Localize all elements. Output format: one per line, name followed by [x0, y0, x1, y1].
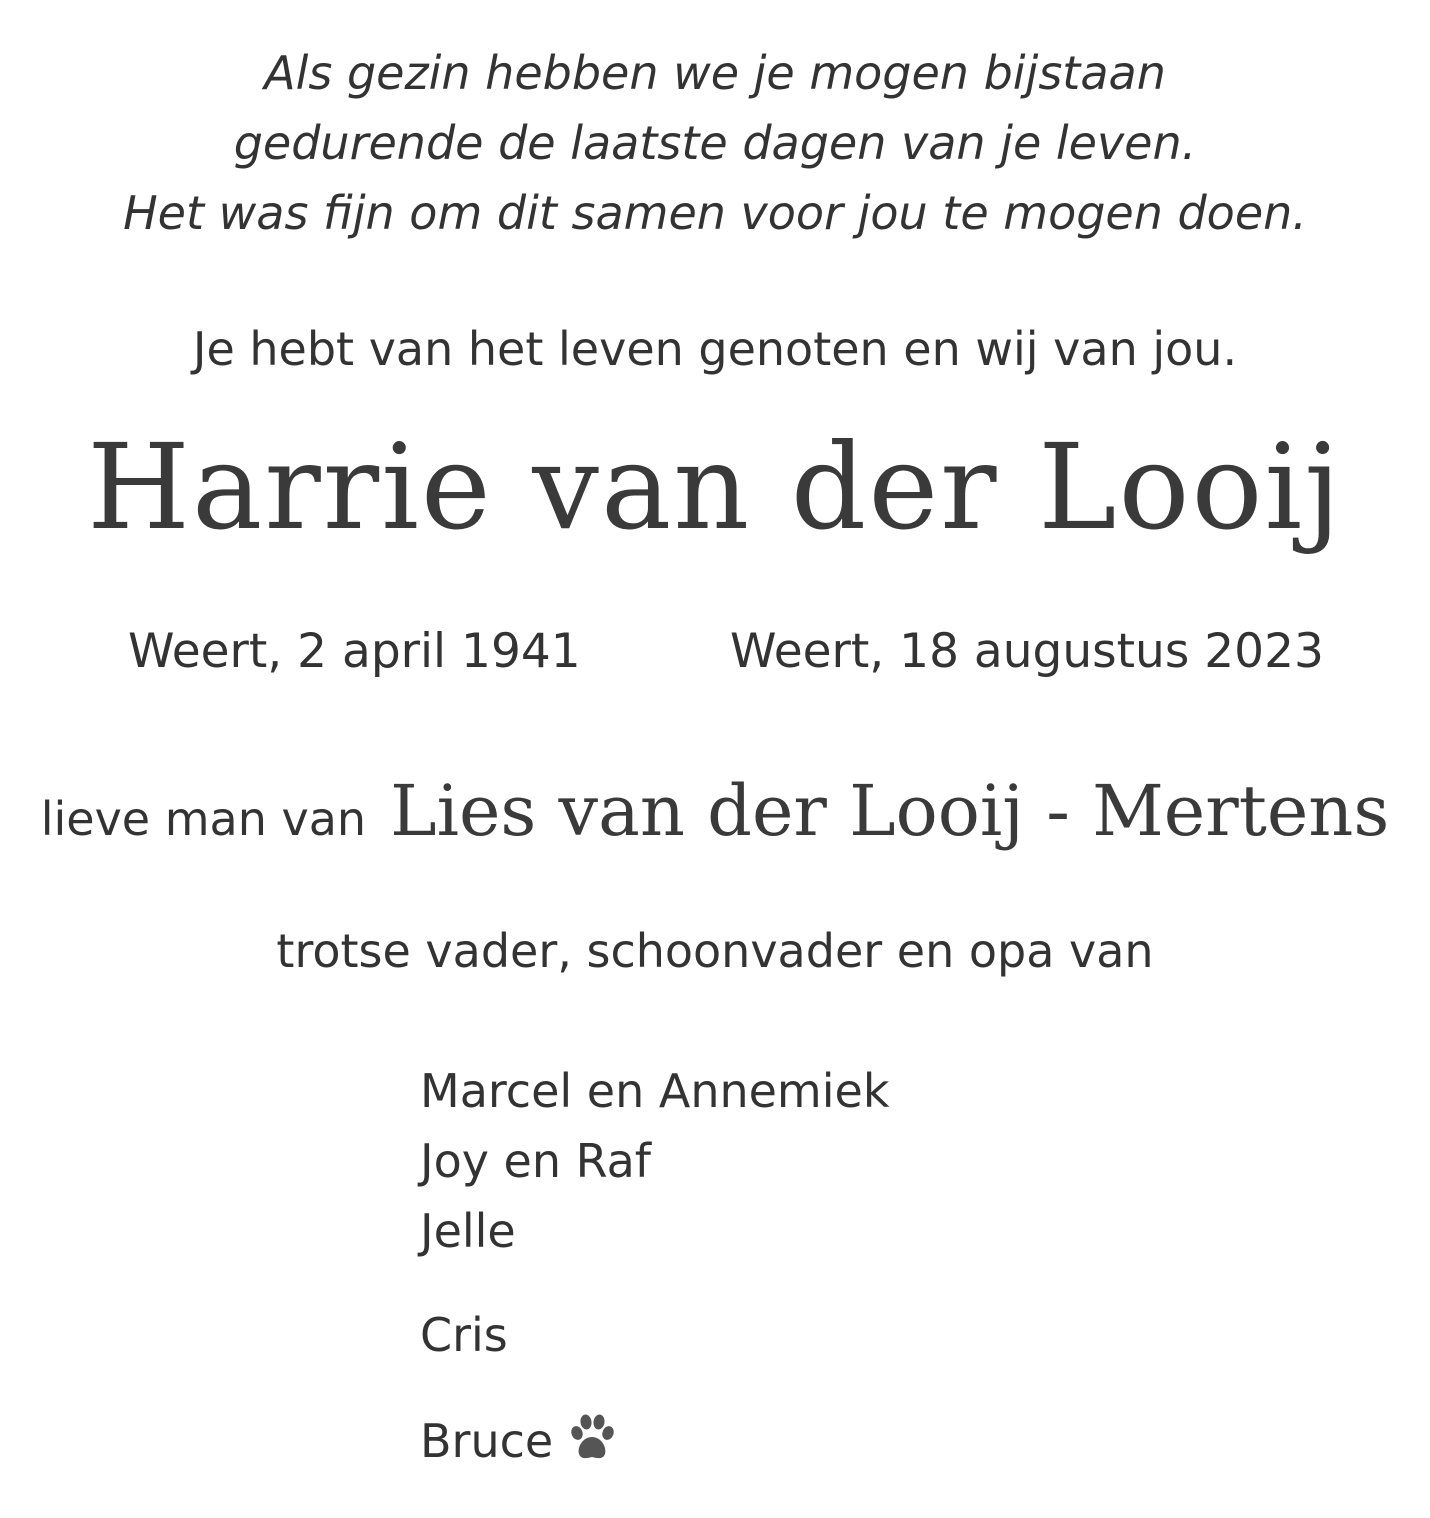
intro-line-1: Als gezin hebben we je mogen bijstaan	[264, 46, 1166, 100]
spouse-name: Lies van der Looij - Mertens	[390, 770, 1390, 852]
family-member-bruce-row	[420, 1406, 615, 1476]
sub-text: Je hebt van het leven genoten en wij van jou.	[192, 322, 1238, 376]
deceased-name: Harrie van der Looij	[87, 418, 1343, 556]
family-member: Marcel en Annemiek	[420, 1064, 890, 1118]
family-member-cris: Cris	[420, 1308, 508, 1362]
children-intro: trotse vader, schoonvader en opa van	[276, 924, 1154, 978]
family-member-bruce: Bruce	[420, 1414, 554, 1468]
spouse-row	[0, 770, 1430, 852]
family-member: Jelle	[420, 1204, 516, 1258]
family-list	[420, 1056, 889, 1266]
spouse-prefix: lieve man van	[40, 792, 367, 846]
death-date: Weert, 18 augustus 2023	[730, 624, 1324, 679]
intro-line-2: gedurende de laatste dagen van je leven.	[233, 116, 1197, 170]
family-member: Joy en Raf	[420, 1134, 651, 1188]
intro-line-3: Het was fijn om dit samen voor jou te mogen doen.	[123, 186, 1307, 240]
birth-date: Weert, 2 april 1941	[128, 624, 581, 679]
paw-print-icon	[569, 1412, 615, 1462]
